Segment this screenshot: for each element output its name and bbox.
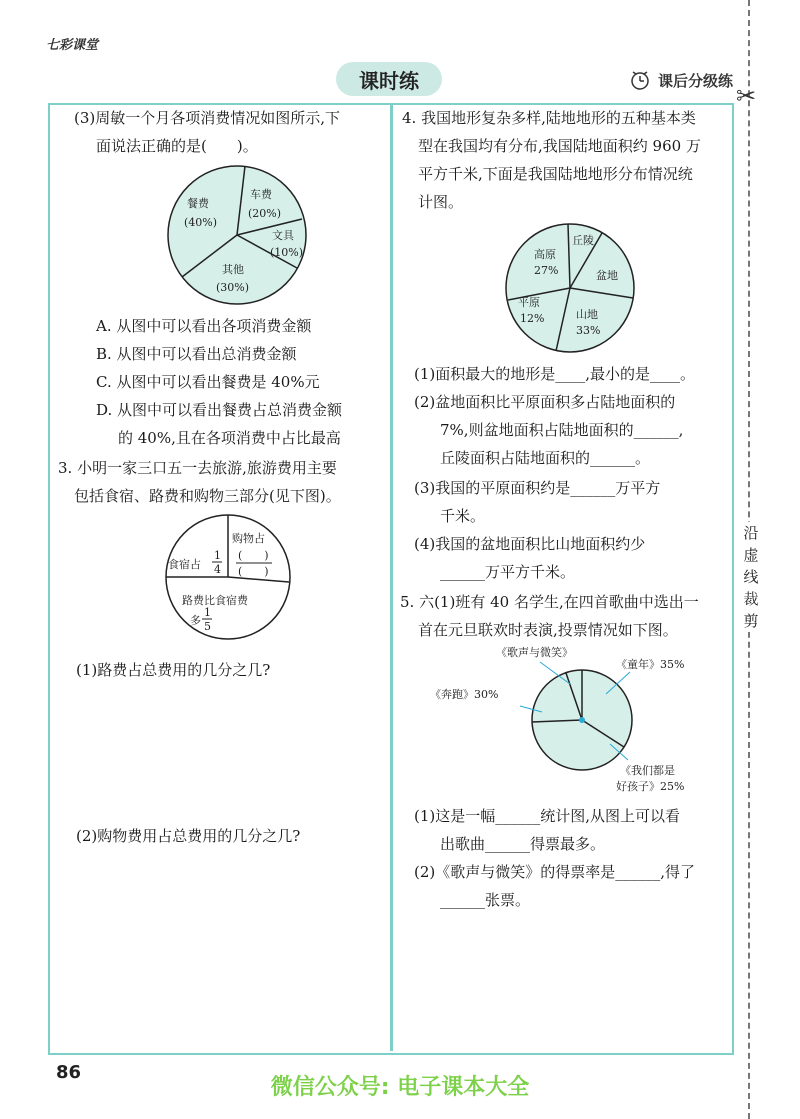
q5-sub2: (2)《歌声与微笑》的得票率是______,得了 [414, 863, 696, 881]
terrain-pie-chart [500, 218, 645, 358]
fraction-num: 1 [204, 606, 211, 619]
pie-label: 好孩子》25% [616, 780, 685, 793]
cut-instruction: 沿 虚 线 裁 剪 [740, 522, 762, 632]
pie-label: 27% [534, 264, 559, 277]
q5-stem-line2: 首在元旦联欢时表演,投票情况如下图。 [418, 621, 678, 639]
pie-label: 33% [576, 324, 601, 337]
fraction-den: 5 [204, 620, 211, 633]
page-title: 课时练 [336, 62, 442, 96]
q4-sub2: (2)盆地面积比平原面积多占陆地面积的 [414, 393, 676, 411]
brand-logo: 七彩课堂 [46, 38, 99, 53]
pie-label: 其他 [222, 263, 244, 276]
pie-label: 盆地 [596, 269, 618, 282]
q4-stem-line4: 计图。 [418, 193, 464, 211]
pie-label: 购物占 [232, 532, 265, 545]
fraction-den: 4 [214, 563, 221, 576]
q4-sub4-line2: ______万平方千米。 [440, 563, 576, 581]
pie-label: (20%) [248, 207, 282, 220]
pie-label: 12% [520, 312, 545, 325]
q4-sub3-line2: 千米。 [440, 507, 486, 525]
blank: ( ) [238, 549, 269, 562]
q4-sub1: (1)面积最大的地形是____,最小的是____。 [414, 365, 696, 383]
pie-label: 《童年》35% [616, 658, 685, 671]
pie-label: 车费 [250, 188, 272, 201]
pie-label: (10%) [270, 246, 304, 259]
footer-watermark: 微信公众号: 电子课本大全 [270, 1075, 530, 1100]
pie-label: (40%) [184, 216, 218, 229]
q4-stem-line3: 平方千米,下面是我国陆地地形分布情况统 [418, 165, 693, 183]
column-divider [390, 103, 393, 1051]
q4-sub2-line2: 7%,则盆地面积占陆地面积的______, [440, 421, 684, 439]
section-label-text: 课后分级练 [658, 71, 734, 90]
q5-sub1-line2: 出歌曲______得票最多。 [440, 835, 606, 853]
q4-sub3: (3)我国的平原面积约是______万平方 [414, 479, 661, 497]
pie-label: 山地 [576, 308, 598, 321]
q3-option-d-cont: 的 40%,且在各项消费中占比最高 [118, 429, 341, 447]
fraction-num: 1 [214, 549, 221, 562]
song-vote-pie-chart [420, 640, 720, 800]
q4-sub2-line3: 丘陵面积占陆地面积的______。 [440, 449, 651, 467]
consumption-pie-chart [160, 160, 320, 310]
pie-label: 《歌声与微笑》 [496, 646, 573, 659]
q3-option-c: C. 从图中可以看出餐费是 40%元 [96, 373, 320, 391]
q4-sub4: (4)我国的盆地面积比山地面积约少 [414, 535, 646, 553]
pie-label: (30%) [216, 281, 250, 294]
q5-sub1: (1)这是一幅______统计图,从图上可以看 [414, 807, 681, 825]
blank: ( ) [238, 565, 269, 578]
page-number: 86 [56, 1062, 82, 1083]
pie-label: 《奔跑》30% [430, 688, 499, 701]
q3-stem-line2: 面说法正确的是( )。 [96, 137, 258, 155]
pie-label: 高原 [534, 248, 556, 261]
q4-stem-line1: 4. 我国地形复杂多样,陆地地形的五种基本类 [402, 109, 696, 127]
q3b-stem-line2: 包括食宿、路费和购物三部分(见下图)。 [74, 487, 341, 505]
q3-stem-line1: (3)周敏一个月各项消费情况如图所示,下 [74, 109, 341, 127]
pie-label: 平原 [518, 296, 540, 309]
pie-center [579, 717, 585, 723]
section-label [628, 69, 733, 91]
travel-cost-pie-chart [160, 512, 300, 642]
q3b-stem-line1: 3. 小明一家三口五一去旅游,旅游费用主要 [58, 459, 337, 477]
pie-label: 餐费 [187, 197, 209, 210]
q3b-sub1: (1)路费占总费用的几分之几? [76, 661, 271, 679]
q5-sub2-line2: ______张票。 [440, 891, 531, 909]
pie-label: 文具 [272, 229, 294, 242]
pie-label: 丘陵 [572, 234, 594, 247]
clock-icon [628, 69, 652, 91]
pie-label: 多 [190, 614, 201, 627]
q5-stem-line1: 5. 六(1)班有 40 名学生,在四首歌曲中选出一 [400, 593, 699, 611]
q3-option-a: A. 从图中可以看出各项消费金额 [96, 317, 312, 335]
pie-label: 食宿占 [168, 558, 201, 571]
pie-label: 路费比食宿费 [182, 594, 248, 607]
scissors-icon: ✂ [736, 82, 757, 110]
q3-option-b: B. 从图中可以看出总消费金额 [96, 345, 297, 363]
q3-option-d: D. 从图中可以看出餐费占总消费金额 [96, 401, 343, 419]
pie-label: 《我们都是 [620, 764, 675, 777]
q3b-sub2: (2)购物费用占总费用的几分之几? [76, 827, 301, 845]
q4-stem-line2: 型在我国均有分布,我国陆地面积约 960 万 [418, 137, 701, 155]
